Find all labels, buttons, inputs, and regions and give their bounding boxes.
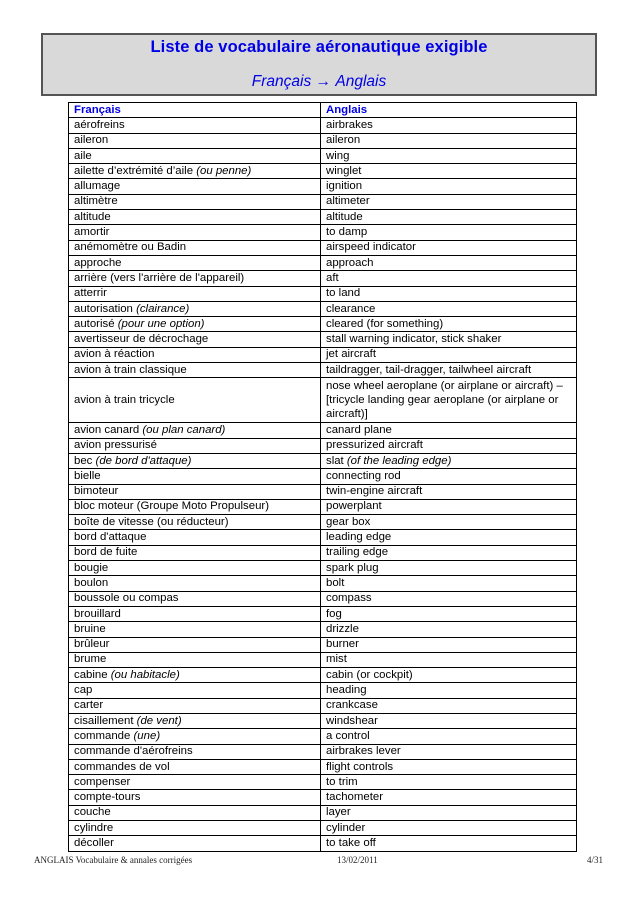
french-term: aile [74,149,92,162]
english-term-cell [321,332,577,347]
english-term: taildragger, tail-dragger, tailwheel aircraft [326,363,532,376]
english-term: layer [326,806,351,819]
table-row [69,240,577,255]
english-term: gear box [326,515,371,528]
table-row [69,576,577,591]
french-term-note: (clairance) [136,302,190,315]
english-term: ignition [326,180,363,193]
english-term: wing [326,149,350,162]
table-row [69,210,577,225]
french-term-cell [69,225,321,240]
table-row [69,545,577,560]
english-term-cell [321,591,577,606]
english-term: cabin (or cockpit) [326,668,413,681]
french-term: bimoteur [74,485,119,498]
french-term: bielle [74,469,101,482]
french-term-note: (ou penne) [196,164,252,177]
english-term-cell [321,164,577,179]
french-term-cell [69,515,321,530]
table-row [69,438,577,453]
english-term-cell [321,363,577,378]
table-row [69,332,577,347]
english-term-cell [321,713,577,728]
table-row [69,805,577,820]
english-term: stall warning indicator, stick shaker [326,333,502,346]
french-term: avion canard [74,423,143,436]
table-row [69,775,577,790]
table-row [69,790,577,805]
french-term-cell [69,744,321,759]
french-term-cell [69,179,321,194]
french-term: bloc moteur (Groupe Moto Propulseur) [74,500,269,513]
english-term-cell [321,255,577,270]
english-term-cell [321,545,577,560]
french-term: avertisseur de décrochage [74,333,209,346]
table-row [69,118,577,133]
table-row [69,683,577,698]
table-row [69,194,577,209]
english-term: to trim [326,775,358,788]
english-term-cell [321,347,577,362]
table-row [69,164,577,179]
english-term-cell [321,683,577,698]
english-term: altimeter [326,195,370,208]
english-term: twin-engine aircraft [326,485,423,498]
french-term-cell [69,591,321,606]
english-term-cell [321,240,577,255]
english-term-cell [321,790,577,805]
table-row [69,530,577,545]
french-term: brouillard [74,607,121,620]
english-term-cell [321,271,577,286]
table-row [69,363,577,378]
table-row [69,271,577,286]
french-term-cell [69,576,321,591]
table-row [69,148,577,163]
table-row [69,499,577,514]
footer-document-name: ANGLAIS Vocabulaire & annales corrigées [34,855,193,865]
french-term: cabine [74,668,111,681]
french-term-cell [69,438,321,453]
english-term-cell [321,484,577,499]
french-term-cell [69,545,321,560]
table-row [69,652,577,667]
english-term-cell [321,729,577,744]
english-term-cell [321,606,577,621]
french-term: brume [74,653,107,666]
french-term: compte-tours [74,791,141,804]
french-term-note: (ou plan canard) [142,423,226,436]
french-term: avion pressurisé [74,439,157,452]
table-row [69,286,577,301]
french-term-cell [69,255,321,270]
french-term: commande d'aérofreins [74,745,193,758]
title-box [41,33,597,96]
english-term-cell [321,775,577,790]
table-header-row [69,103,577,118]
french-term-cell [69,317,321,332]
french-term-cell [69,637,321,652]
english-term-cell [321,744,577,759]
french-term: cisaillement [74,714,137,727]
french-term-cell [69,301,321,316]
french-term-cell [69,332,321,347]
english-term: winglet [326,164,362,177]
english-term: leading edge [326,531,392,544]
english-term: compass [326,592,372,605]
table-row [69,301,577,316]
english-term-cell [321,561,577,576]
french-term-note: (ou habitacle) [110,668,180,681]
english-term-cell [321,317,577,332]
table-row [69,759,577,774]
french-term: approche [74,256,122,269]
french-term-cell [69,347,321,362]
french-term: bec [74,454,96,467]
english-term: tachometer [326,791,383,804]
table-row [69,668,577,683]
french-term-cell [69,363,321,378]
french-term-cell [69,484,321,499]
english-term-cell [321,118,577,133]
english-term-cell [321,148,577,163]
table-row [69,133,577,148]
english-term: aileron [326,134,361,147]
english-term-cell [321,821,577,836]
english-term: flight controls [326,760,394,773]
english-term: cleared (for something) [326,317,444,330]
french-term: atterrir [74,287,107,300]
english-term: airbrakes lever [326,745,401,758]
column-header-english: Anglais [321,103,577,118]
english-term-cell [321,286,577,301]
english-term-cell [321,378,577,423]
french-term: bruine [74,622,106,635]
french-term: cylindre [74,821,114,834]
french-term-cell [69,790,321,805]
english-term-cell [321,805,577,820]
english-term-note: (of the leading edge) [346,454,452,467]
english-term: airbrakes [326,118,373,131]
english-term: altitude [326,210,363,223]
french-term-cell [69,378,321,423]
english-term: to take off [326,837,376,849]
arrow-icon: → [315,73,332,90]
french-term-cell [69,622,321,637]
french-term: couche [74,806,111,819]
table-row [69,317,577,332]
english-term: fog [326,607,342,620]
english-term-cell [321,179,577,194]
french-term-cell [69,164,321,179]
table-body [69,118,577,851]
english-term-cell [321,210,577,225]
column-header-french: Français [69,103,321,118]
table-row [69,561,577,576]
english-term: heading [326,684,367,697]
french-term: boîte de vitesse (ou réducteur) [74,515,229,528]
french-term-cell [69,775,321,790]
french-term-cell [69,194,321,209]
french-term-cell [69,530,321,545]
table-row [69,821,577,836]
english-term-cell [321,530,577,545]
french-term: altimètre [74,195,118,208]
table-row [69,378,577,423]
table-row [69,179,577,194]
vocabulary-table [68,102,577,852]
table-row [69,255,577,270]
english-term-cell [321,698,577,713]
french-term-cell [69,805,321,820]
english-term-cell [321,622,577,637]
english-term-cell [321,499,577,514]
french-term-cell [69,118,321,133]
english-term-cell [321,759,577,774]
french-term: aérofreins [74,118,125,131]
french-term: autorisé [74,317,118,330]
english-term: burner [326,638,359,651]
french-term-cell [69,713,321,728]
table-row [69,453,577,468]
french-term: carter [74,699,104,712]
english-term-cell [321,637,577,652]
table-row [69,606,577,621]
french-term-cell [69,652,321,667]
english-term: powerplant [326,500,382,513]
english-term: nose wheel aeroplane (or airplane or aircraft) – [tricycle landing gear aeroplane (or airplane or aircraft)] [326,380,563,421]
french-term: cap [74,684,93,697]
english-term-cell [321,194,577,209]
french-term: avion à train tricycle [74,394,175,407]
french-term: altitude [74,210,111,223]
footer-date: 13/02/2011 [337,855,378,865]
english-term-cell [321,836,577,851]
english-term: connecting rod [326,469,401,482]
french-term-cell [69,606,321,621]
table-row [69,744,577,759]
french-term: commande [74,729,134,742]
french-term-note: (une) [133,729,161,742]
english-term: to land [326,287,361,300]
french-term: arrière (vers l'arrière de l'appareil) [74,271,245,284]
english-term: mist [326,653,347,666]
french-term: allumage [74,180,121,193]
french-term: bord de fuite [74,546,138,559]
table-row [69,515,577,530]
table-row [69,347,577,362]
french-term-cell [69,423,321,438]
french-term: boussole ou compas [74,592,179,605]
subtitle-source-language: Français [251,73,312,90]
english-term: bolt [326,576,345,589]
french-term-cell [69,821,321,836]
subtitle-target-language: Anglais [335,73,387,90]
french-term-cell [69,561,321,576]
french-term-note: (de bord d'attaque) [95,454,192,467]
french-term-cell [69,499,321,514]
french-term-cell [69,210,321,225]
french-term-cell [69,836,321,851]
french-term: compenser [74,775,131,788]
english-term: trailing edge [326,546,389,559]
english-term-cell [321,453,577,468]
english-term: cylinder [326,821,366,834]
french-term-cell [69,668,321,683]
english-term: drizzle [326,622,359,635]
french-term: boulon [74,576,109,589]
french-term-note: (de vent) [136,714,182,727]
english-term: canard plane [326,423,392,436]
document-subtitle [43,73,595,91]
english-term-cell [321,668,577,683]
english-term-cell [321,576,577,591]
english-term-cell [321,515,577,530]
french-term-cell [69,133,321,148]
french-term: décoller [74,837,114,849]
french-term-note: (pour une option) [117,317,205,330]
french-term: commandes de vol [74,760,170,773]
french-term-cell [69,729,321,744]
french-term-cell [69,453,321,468]
french-term-cell [69,469,321,484]
english-term: spark plug [326,561,379,574]
english-term-cell [321,423,577,438]
english-term: slat [326,454,347,467]
english-term: a control [326,729,370,742]
english-term: aft [326,271,339,284]
english-term-cell [321,438,577,453]
english-term-cell [321,133,577,148]
french-term: bord d'attaque [74,531,147,544]
table-row [69,469,577,484]
french-term: anémomètre ou Badin [74,241,187,254]
table-row [69,484,577,499]
english-term: approach [326,256,374,269]
english-term-cell [321,652,577,667]
english-term: airspeed indicator [326,241,416,254]
french-term-cell [69,271,321,286]
table-row [69,622,577,637]
table-row [69,713,577,728]
english-term: clearance [326,302,376,315]
english-term: pressurized aircraft [326,439,423,452]
english-term: jet aircraft [326,348,377,361]
french-term: aileron [74,134,109,147]
table-row [69,698,577,713]
french-term-cell [69,148,321,163]
french-term-cell [69,286,321,301]
english-term-cell [321,469,577,484]
table-row [69,836,577,851]
french-term: ailette d’extrémité d’aile [74,164,197,177]
french-term: amortir [74,226,110,239]
french-term: brûleur [74,638,110,651]
french-term-cell [69,683,321,698]
english-term-cell [321,225,577,240]
table-row [69,225,577,240]
french-term-cell [69,240,321,255]
table-row [69,423,577,438]
english-term-cell [321,301,577,316]
footer-page-number: 4/31 [586,855,603,865]
french-term: avion à train classique [74,363,187,376]
french-term: autorisation [74,302,137,315]
english-term: to damp [326,226,368,239]
table-row [69,729,577,744]
english-term: crankcase [326,699,378,712]
french-term-cell [69,759,321,774]
english-term: windshear [326,714,378,727]
french-term: bougie [74,561,109,574]
document-title: Liste de vocabulaire aéronautique exigible [150,38,488,56]
table-row [69,637,577,652]
table-row [69,591,577,606]
french-term: avion à réaction [74,348,155,361]
french-term-cell [69,698,321,713]
